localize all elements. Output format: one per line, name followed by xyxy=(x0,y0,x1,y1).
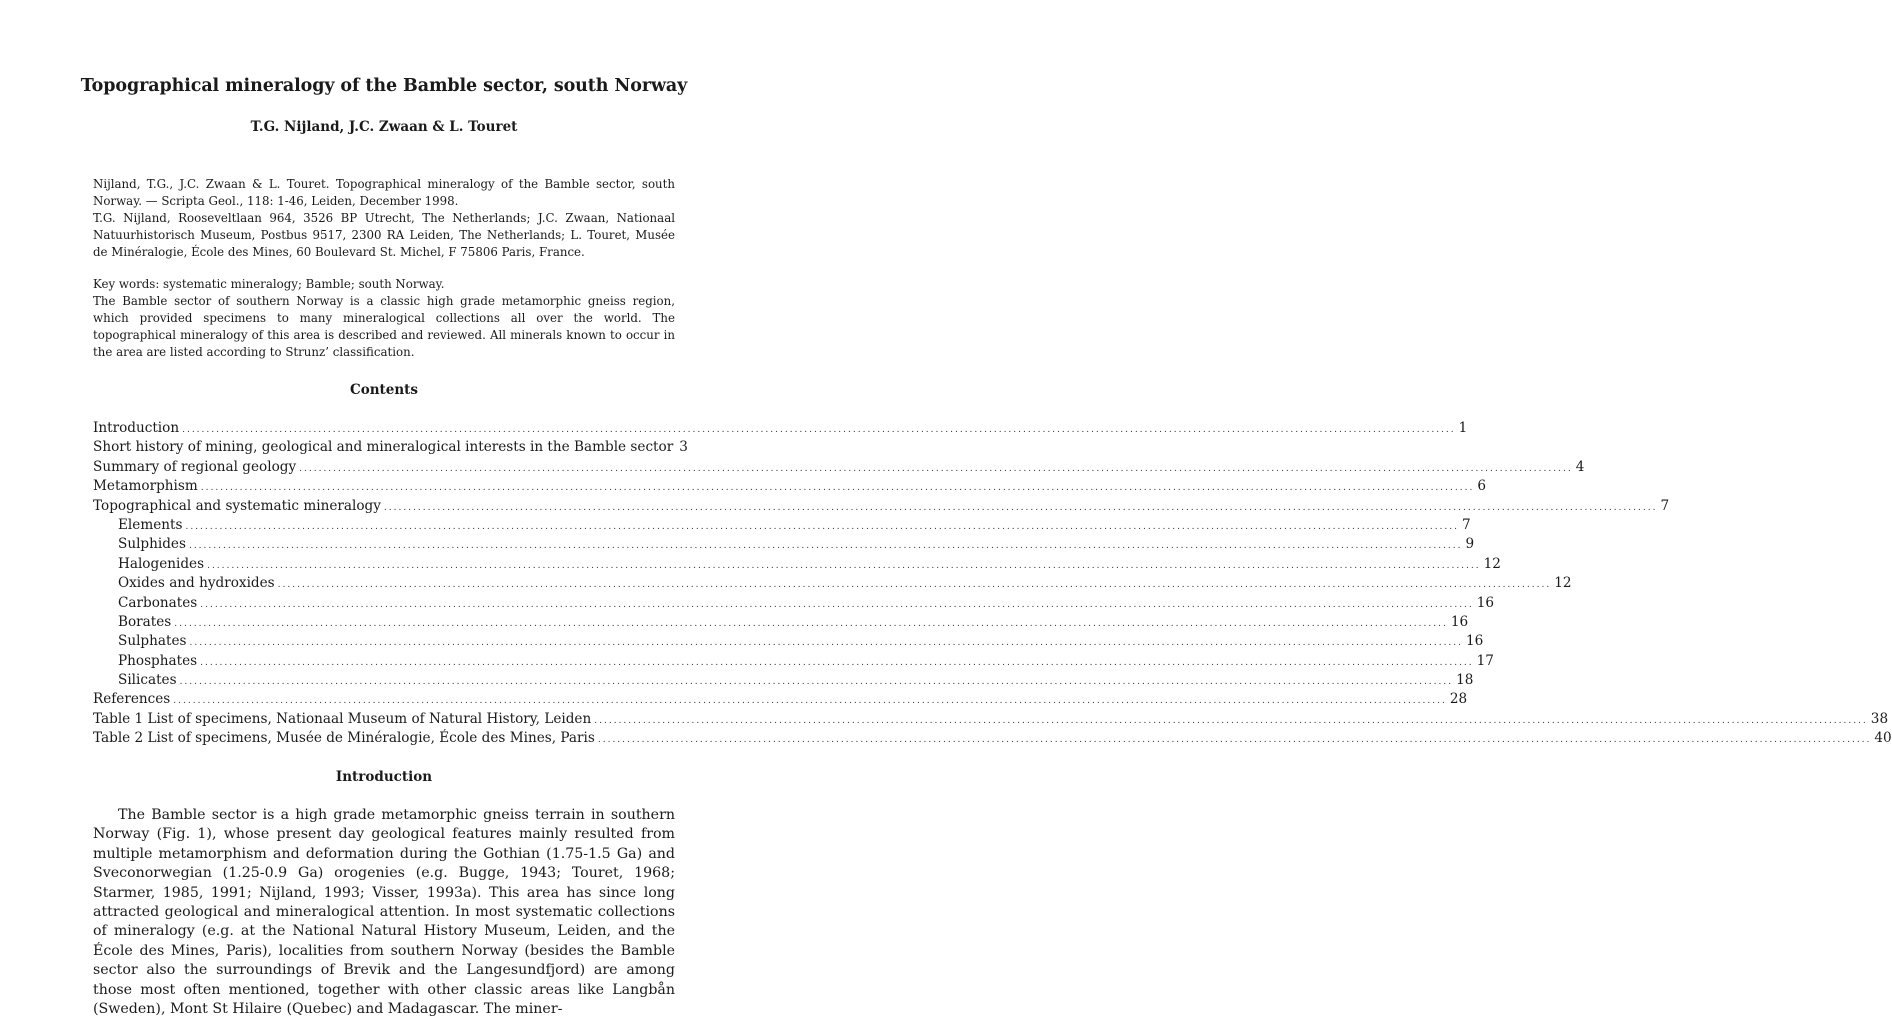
toc-leader-dots xyxy=(180,677,1454,687)
toc-entry xyxy=(93,652,1494,672)
toc-entry-label: Metamorphism xyxy=(93,478,198,495)
toc-entry-page: 1 xyxy=(1458,420,1468,436)
toc-leader-dots xyxy=(278,580,1552,590)
contents-heading: Contents xyxy=(349,382,419,398)
toc-entry-label: Topographical and systematic mineralogy xyxy=(93,497,381,514)
toc-entry-page: 18 xyxy=(1456,672,1474,689)
toc-entry-label: Short history of mining, geological and mineralogical interests in the Bamble sector xyxy=(93,439,674,456)
toc-entry xyxy=(93,555,1501,575)
toc-leader-dots xyxy=(207,561,1481,571)
toc-entry-page: 12 xyxy=(1554,575,1572,592)
toc-entry xyxy=(93,575,1572,594)
paper-authors: T.G. Nijland, J.C. Zwaan & L. Touret xyxy=(250,119,518,135)
toc-entry-page: 16 xyxy=(1476,594,1495,611)
toc-leader-dots xyxy=(200,658,1474,668)
toc-entry xyxy=(93,478,1486,497)
toc-entry-label: Table 1 List of specimens, Nationaal Museum of Natural History, Leiden xyxy=(93,710,592,727)
toc-entry xyxy=(93,633,1484,652)
toc-entry xyxy=(93,710,1889,730)
toc-entry-label: Table 2 List of specimens, Musée de Minéralogie, École des Mines, Paris xyxy=(93,730,595,747)
toc-entry-label: Oxides and hydroxides xyxy=(118,575,275,592)
introduction-body xyxy=(93,806,675,1019)
toc-entry xyxy=(93,420,1468,439)
toc-leader-dots xyxy=(384,503,1658,513)
toc-entry xyxy=(93,516,1471,536)
toc-entry-label: Halogenides xyxy=(118,555,205,572)
toc-entry-label: Phosphates xyxy=(118,652,198,669)
toc-entry-label: Elements xyxy=(118,516,183,533)
toc-entry-label: Sulphates xyxy=(118,633,187,650)
citation-reference: Nijland, T.G., J.C. Zwaan & L. Touret. Topographical mineralogy of the Bamble sector, south Norway. — Scripta Geol., 118: 1-46, Leiden, December 1998. xyxy=(93,177,675,208)
toc-entry-page: 12 xyxy=(1483,555,1501,572)
toc-entry-label: Sulphides xyxy=(118,536,186,553)
toc-entry xyxy=(93,594,1495,614)
toc-entry xyxy=(93,458,1585,478)
toc-leader-dots xyxy=(299,464,1573,474)
toc-leader-dots xyxy=(173,696,1447,706)
toc-entry xyxy=(93,691,1468,710)
table-of-contents xyxy=(93,420,1892,750)
toc-leader-dots xyxy=(200,600,1474,610)
author-addresses: T.G. Nijland, Rooseveltlaan 964, 3526 BP Utrecht, The Netherlands; J.C. Zwaan, Nationaal Natuurhistorisch Museum, Postbus 9517, 2300 RA Leiden, The Netherlands; L. Touret, Musée de Minéralogie, École des Mines, 60 Boulevard St. Michel, F 75806 Paris, France. xyxy=(93,211,675,259)
toc-leader-dots xyxy=(189,638,1463,648)
toc-entry-page: 28 xyxy=(1449,691,1468,708)
toc-entry-page: 4 xyxy=(1575,458,1585,475)
toc-entry-page: 17 xyxy=(1476,652,1494,669)
toc-entry-label: Silicates xyxy=(118,672,177,689)
toc-leader-dots xyxy=(182,425,1456,435)
toc-entry xyxy=(93,730,1892,749)
toc-leader-dots xyxy=(201,483,1475,493)
introduction-heading: Introduction xyxy=(335,769,433,785)
toc-entry xyxy=(93,497,1670,517)
toc-leader-dots xyxy=(174,619,1448,629)
toc-entry-page: 3 xyxy=(679,439,688,456)
toc-entry-page: 40 xyxy=(1874,730,1892,747)
toc-entry-label: Summary of regional geology xyxy=(93,458,297,475)
toc-entry-label: Introduction xyxy=(93,420,180,436)
keywords: Key words: systematic mineralogy; Bamble; south Norway. xyxy=(93,277,445,291)
citation-block xyxy=(93,176,675,261)
toc-entry-page: 7 xyxy=(1660,497,1670,514)
toc-entry-label: Carbonates xyxy=(118,594,198,611)
toc-entry-page: 9 xyxy=(1465,536,1475,553)
abstract: The Bamble sector of southern Norway is a classic high grade metamorphic gneiss region, which provided specimens to many mineralogical collections all over the world. The topographical mineralogy of this area is described and reviewed. All minerals known to occur in the area are listed according to Strunz’ classification. xyxy=(93,294,675,359)
paper-title: Topographical mineralogy of the Bamble sector, south Norway xyxy=(80,76,688,96)
toc-leader-dots xyxy=(189,541,1463,551)
toc-entry-page: 6 xyxy=(1477,478,1486,495)
toc-entry xyxy=(93,672,1474,691)
toc-entry xyxy=(93,613,1469,633)
toc-entry-label: References xyxy=(93,691,171,708)
toc-leader-dots xyxy=(598,735,1872,745)
abstract-block xyxy=(93,276,675,361)
introduction-paragraph: The Bamble sector is a high grade metamorphic gneiss terrain in southern Norway (Fig. 1), whose present day geological features mainly resulted from multiple metamorphism and deformation during the Gothian (1.75-1.5 Ga) and Sveconorwegian (1.25-0.9 Ga) orogenies (e.g. Bugge, 1943; Touret, 1968; Starmer, 1985, 1991; Nijland, 1993; Visser, 1993a). This area has since long attracted geological and mineralogical attention. In most systematic collections of mineralogy (e.g. at the National Natural History Museum, Leiden, and the École des Mines, Paris), localities from southern Norway (besides the Bamble sector also the surroundings of Brevik and the Langesundfjord) are among those most often mentioned, together with other classic areas like Langbån (Sweden), Mont St Hilaire (Quebec) and Madagascar. The miner- xyxy=(93,807,675,1018)
toc-entry xyxy=(93,536,1475,555)
toc-leader-dots xyxy=(185,522,1459,532)
toc-entry-label: Borates xyxy=(118,613,172,630)
toc-entry-page: 16 xyxy=(1466,633,1484,650)
toc-entry xyxy=(93,439,688,458)
toc-entry-page: 38 xyxy=(1870,710,1889,727)
toc-entry-page: 16 xyxy=(1450,613,1469,630)
toc-entry-page: 7 xyxy=(1462,516,1471,533)
toc-leader-dots xyxy=(594,716,1868,726)
